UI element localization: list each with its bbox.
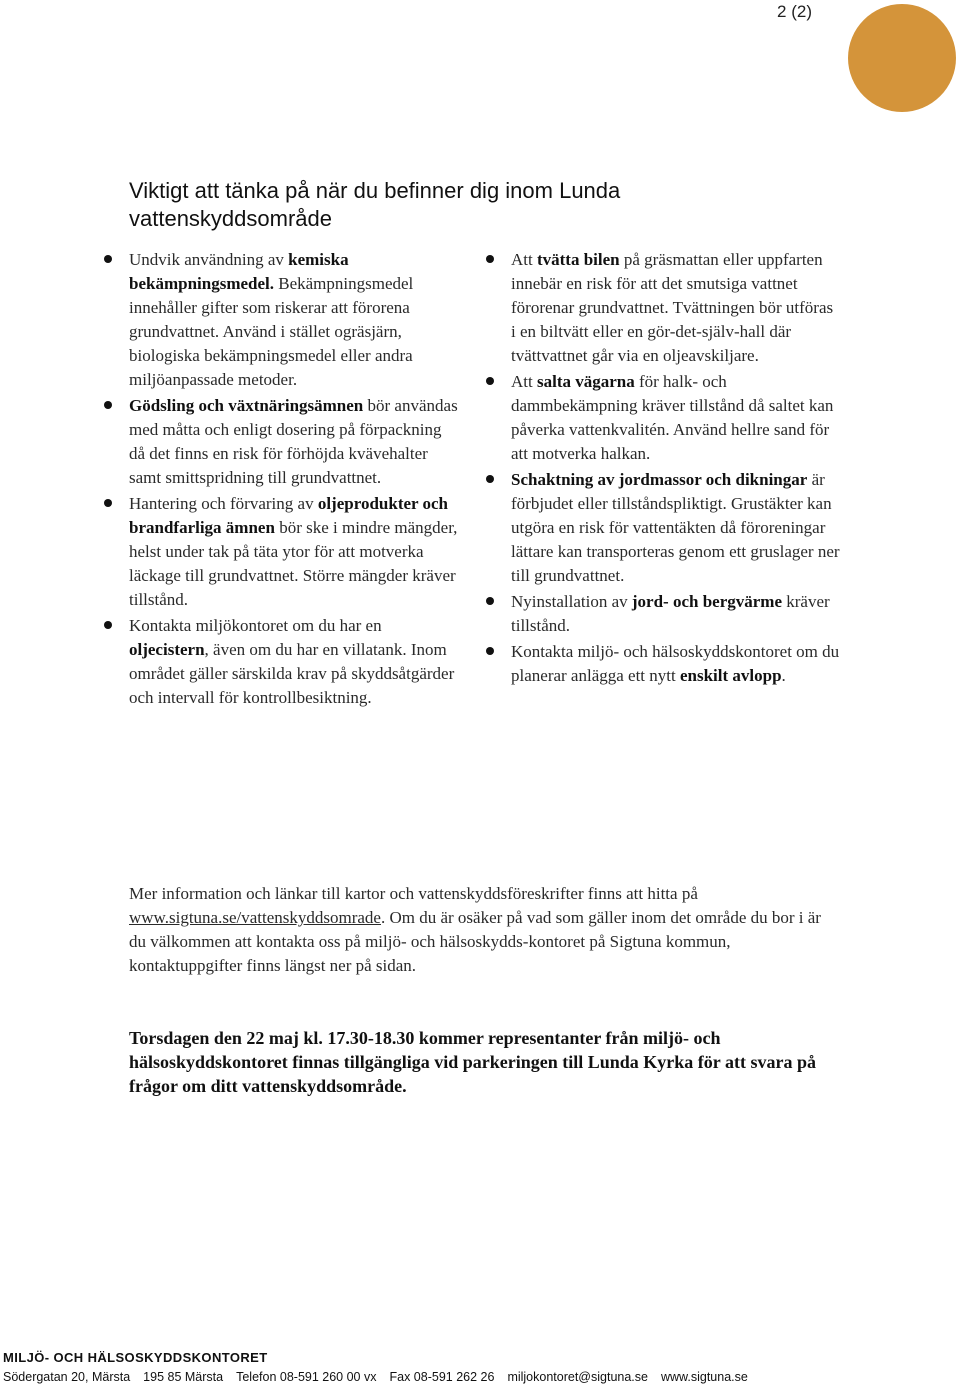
right-list-item xyxy=(511,590,841,638)
footer-postal: 195 85 Märsta xyxy=(143,1370,224,1384)
item-text: Nyinstallation av xyxy=(511,592,632,611)
left-bullet-list xyxy=(129,248,459,712)
footer-title: MILJÖ- OCH HÄLSOSKYDDSKONTORET xyxy=(3,1350,268,1365)
left-list-item xyxy=(129,248,459,392)
footer-email: miljokontoret@sigtuna.se xyxy=(507,1370,648,1384)
info-paragraph xyxy=(129,882,829,978)
page-title: Viktigt att tänka på när du befinner dig inom Lunda vattenskyddsområde xyxy=(129,178,621,231)
item-text: för halk- och dammbekämpning kräver tillstånd då saltet kan påverka vattenkvalitén. Använd hellre sand för att motverka halkan. xyxy=(511,372,834,463)
item-text: Att xyxy=(511,250,537,269)
event-notice: Torsdagen den 22 maj kl. 17.30-18.30 kommer representanter från miljö- och hälsoskyddskontoret finnas tillgängliga vid parkeringen till Lunda Kyrka för att svara på frågor om ditt vattenskyddsområde. xyxy=(129,1028,816,1096)
bullet-icon xyxy=(486,475,494,483)
bullet-icon xyxy=(104,621,112,629)
item-text: Hantering och förvaring av xyxy=(129,494,318,513)
emphasis-text: kemiska bekämpningsmedel. xyxy=(129,250,349,293)
page-number: 2 (2) xyxy=(777,2,812,21)
item-text: Att xyxy=(511,372,537,391)
left-list-item xyxy=(129,614,459,710)
footer-address: Södergatan 20, Märsta xyxy=(3,1370,131,1384)
emphasis-text: salta vägarna xyxy=(536,372,635,391)
bullet-icon xyxy=(486,377,494,385)
left-list-item xyxy=(129,492,459,612)
emphasis-text: jord- och bergvärme xyxy=(631,592,782,611)
right-list-item xyxy=(511,468,841,588)
emphasis-text: oljecistern xyxy=(129,640,205,659)
bullet-icon xyxy=(486,255,494,263)
item-text: bör ske i mindre mängder, helst under tak på täta ytor för att motverka läckage till grundvattnet. Större mängder kräver tillstånd. xyxy=(129,518,458,609)
right-list-item xyxy=(511,370,841,466)
info-text-before: Mer information och länkar till kartor och vattenskyddsföreskrifter finns att hitta på xyxy=(129,884,698,903)
left-list-item xyxy=(129,394,459,490)
item-text: , även om du har en villatank. Inom området gäller särskilda krav på skyddsåtgärder och intervall för kontrollbesiktning. xyxy=(129,640,455,707)
item-text: bör användas med måtta och enligt dosering på förpackning då det finns en risk för förhöjda kvävehalter samt smittspridning till grundvattnet. xyxy=(129,396,458,487)
emphasis-text: oljeprodukter och brandfarliga ämnen xyxy=(129,494,449,537)
bullet-icon xyxy=(104,255,112,263)
item-text: på gräsmattan eller uppfarten innebär en risk för att det smutsiga vattnet förorenar grundvattnet. Tvättningen bör utföras i en biltvätt eller en gör-det-själv-hall där tvättvattnet går via en oljeavskiljare. xyxy=(511,250,834,365)
right-list-item xyxy=(511,248,841,368)
footer-contact xyxy=(3,1370,748,1384)
item-text: Undvik användning av xyxy=(129,250,289,269)
item-text: Bekämpningsmedel innehåller gifter som riskerar att förorena grundvattnet. Använd i stället ogräsjärn, biologiska bekämpningsmedel eller andra miljöanpassade metoder. xyxy=(129,274,414,389)
item-text: Kontakta miljö- och hälsoskyddskontoret om du planerar anlägga ett nytt xyxy=(511,642,840,685)
item-text: är förbjudet eller tillståndspliktigt. Grustäkter kan utgöra en risk för vattentäkten då föroreningar lättare kan transporteras genom ett gruslager ner till grundvattnet. xyxy=(511,470,840,585)
emphasis-text: tvätta bilen xyxy=(536,250,620,269)
item-text: kräver tillstånd. xyxy=(511,592,830,635)
bullet-icon xyxy=(104,401,112,409)
emphasis-text: enskilt avlopp xyxy=(679,666,782,685)
item-text: . xyxy=(781,666,786,685)
info-text-after: . Om du är osäker på vad som gäller inom det område du bor i är du välkommen att kontakta oss på miljö- och hälsoskydds-kontoret på Sigtuna kommun, kontaktuppgifter finns längst ner på sidan. xyxy=(129,908,821,975)
footer-fax: Fax 08-591 262 26 xyxy=(389,1370,495,1384)
decorative-circle xyxy=(848,4,956,112)
emphasis-text: Gödsling och växtnäringsämnen xyxy=(129,396,364,415)
bullet-icon xyxy=(486,597,494,605)
footer-phone: Telefon 08-591 260 00 vx xyxy=(236,1370,377,1384)
right-bullet-list xyxy=(511,248,841,690)
item-text: Kontakta miljökontoret om du har en xyxy=(129,616,382,635)
footer-web: www.sigtuna.se xyxy=(660,1370,748,1384)
bullet-icon xyxy=(104,499,112,507)
right-list-item xyxy=(511,640,841,688)
website-link[interactable]: www.sigtuna.se/vattenskyddsomrade xyxy=(129,908,381,927)
bullet-icon xyxy=(486,647,494,655)
emphasis-text: Schaktning av jordmassor och dikningar xyxy=(511,470,808,489)
